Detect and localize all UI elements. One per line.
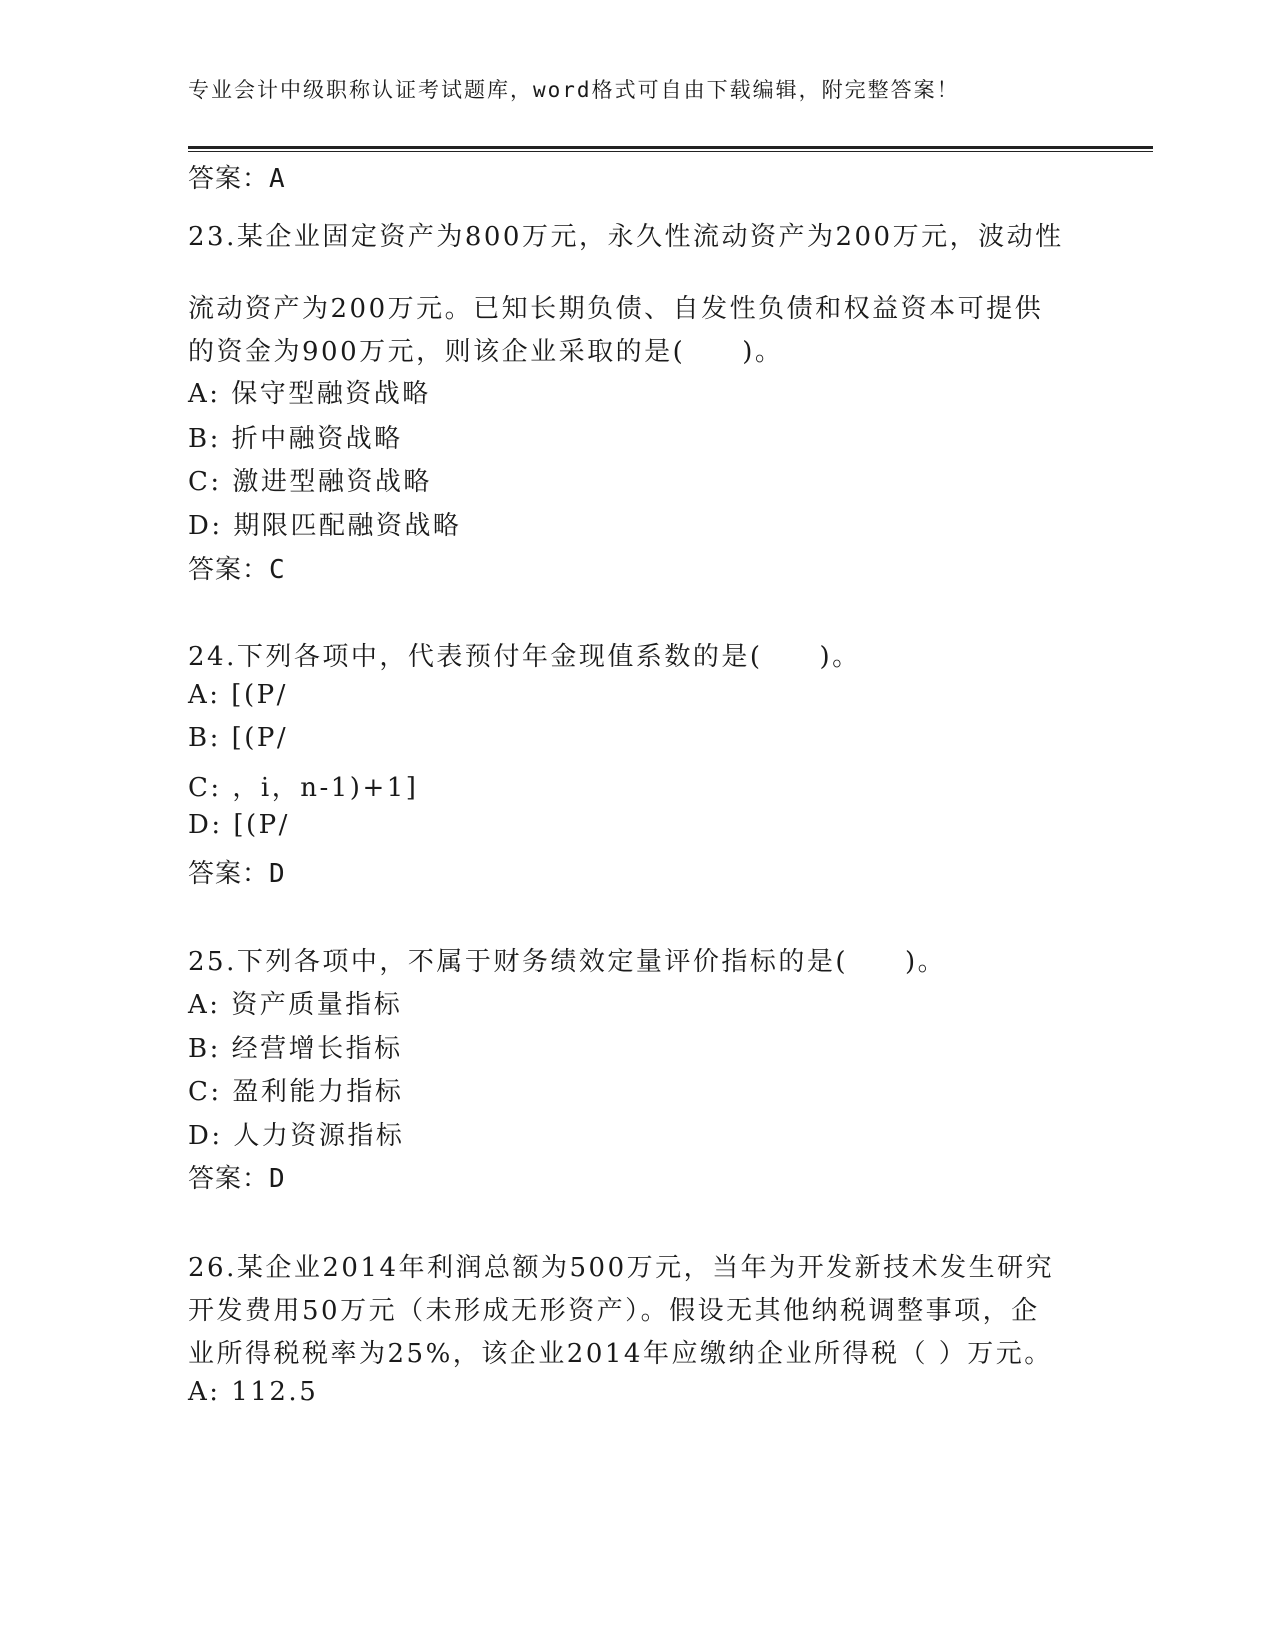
question-23-option-c: C: 激进型融资战略 bbox=[188, 467, 432, 497]
question-25-option-d: D: 人力资源指标 bbox=[188, 1121, 405, 1151]
header-rule-thin bbox=[188, 151, 1153, 152]
answer-22: 答案：A bbox=[188, 164, 286, 194]
question-24-option-b: B: [(P/ bbox=[188, 723, 289, 753]
question-24-option-a: A: [(P/ bbox=[188, 680, 288, 710]
question-23-line-1: 23.某企业固定资产为800万元，永久性流动资产为200万元，波动性 bbox=[188, 222, 1064, 252]
question-26-line-2: 开发费用50万元（未形成无形资产）。假设无其他纳税调整事项，企 bbox=[188, 1296, 1040, 1326]
question-25-option-c: C: 盈利能力指标 bbox=[188, 1077, 404, 1107]
question-24-line-1: 24.下列各项中，代表预付年金现值系数的是( )。 bbox=[188, 642, 861, 672]
question-26-option-a: A: 112.5 bbox=[188, 1377, 319, 1407]
question-24-option-d: D: [(P/ bbox=[188, 810, 290, 840]
question-25-option-a: A: 资产质量指标 bbox=[188, 990, 403, 1020]
answer-24: 答案：D bbox=[188, 859, 286, 889]
question-23-option-a: A: 保守型融资战略 bbox=[188, 379, 431, 409]
question-23-line-3: 的资金为900万元，则该企业采取的是( )。 bbox=[188, 337, 784, 367]
question-23-line-2: 流动资产为200万元。已知长期负债、自发性负债和权益资本可提供 bbox=[188, 294, 1044, 324]
header-rule-thick bbox=[188, 146, 1153, 149]
page-header: 专业会计中级职称认证考试题库，word格式可自由下载编辑，附完整答案！ bbox=[188, 78, 960, 102]
question-26-line-1: 26.某企业2014年利润总额为500万元，当年为开发新技术发生研究 bbox=[188, 1253, 1055, 1283]
answer-23: 答案：C bbox=[188, 555, 286, 585]
question-25-line-1: 25.下列各项中，不属于财务绩效定量评价指标的是( )。 bbox=[188, 947, 947, 977]
question-23-option-d: D: 期限匹配融资战略 bbox=[188, 511, 462, 541]
question-23-option-b: B: 折中融资战略 bbox=[188, 424, 403, 454]
question-24-option-c: C: ，i，n-1)+1] bbox=[188, 773, 419, 803]
question-26-line-3: 业所得税税率为25%，该企业2014年应缴纳企业所得税（ ）万元。 bbox=[188, 1339, 1053, 1369]
answer-25: 答案：D bbox=[188, 1164, 286, 1194]
question-25-option-b: B: 经营增长指标 bbox=[188, 1034, 403, 1064]
